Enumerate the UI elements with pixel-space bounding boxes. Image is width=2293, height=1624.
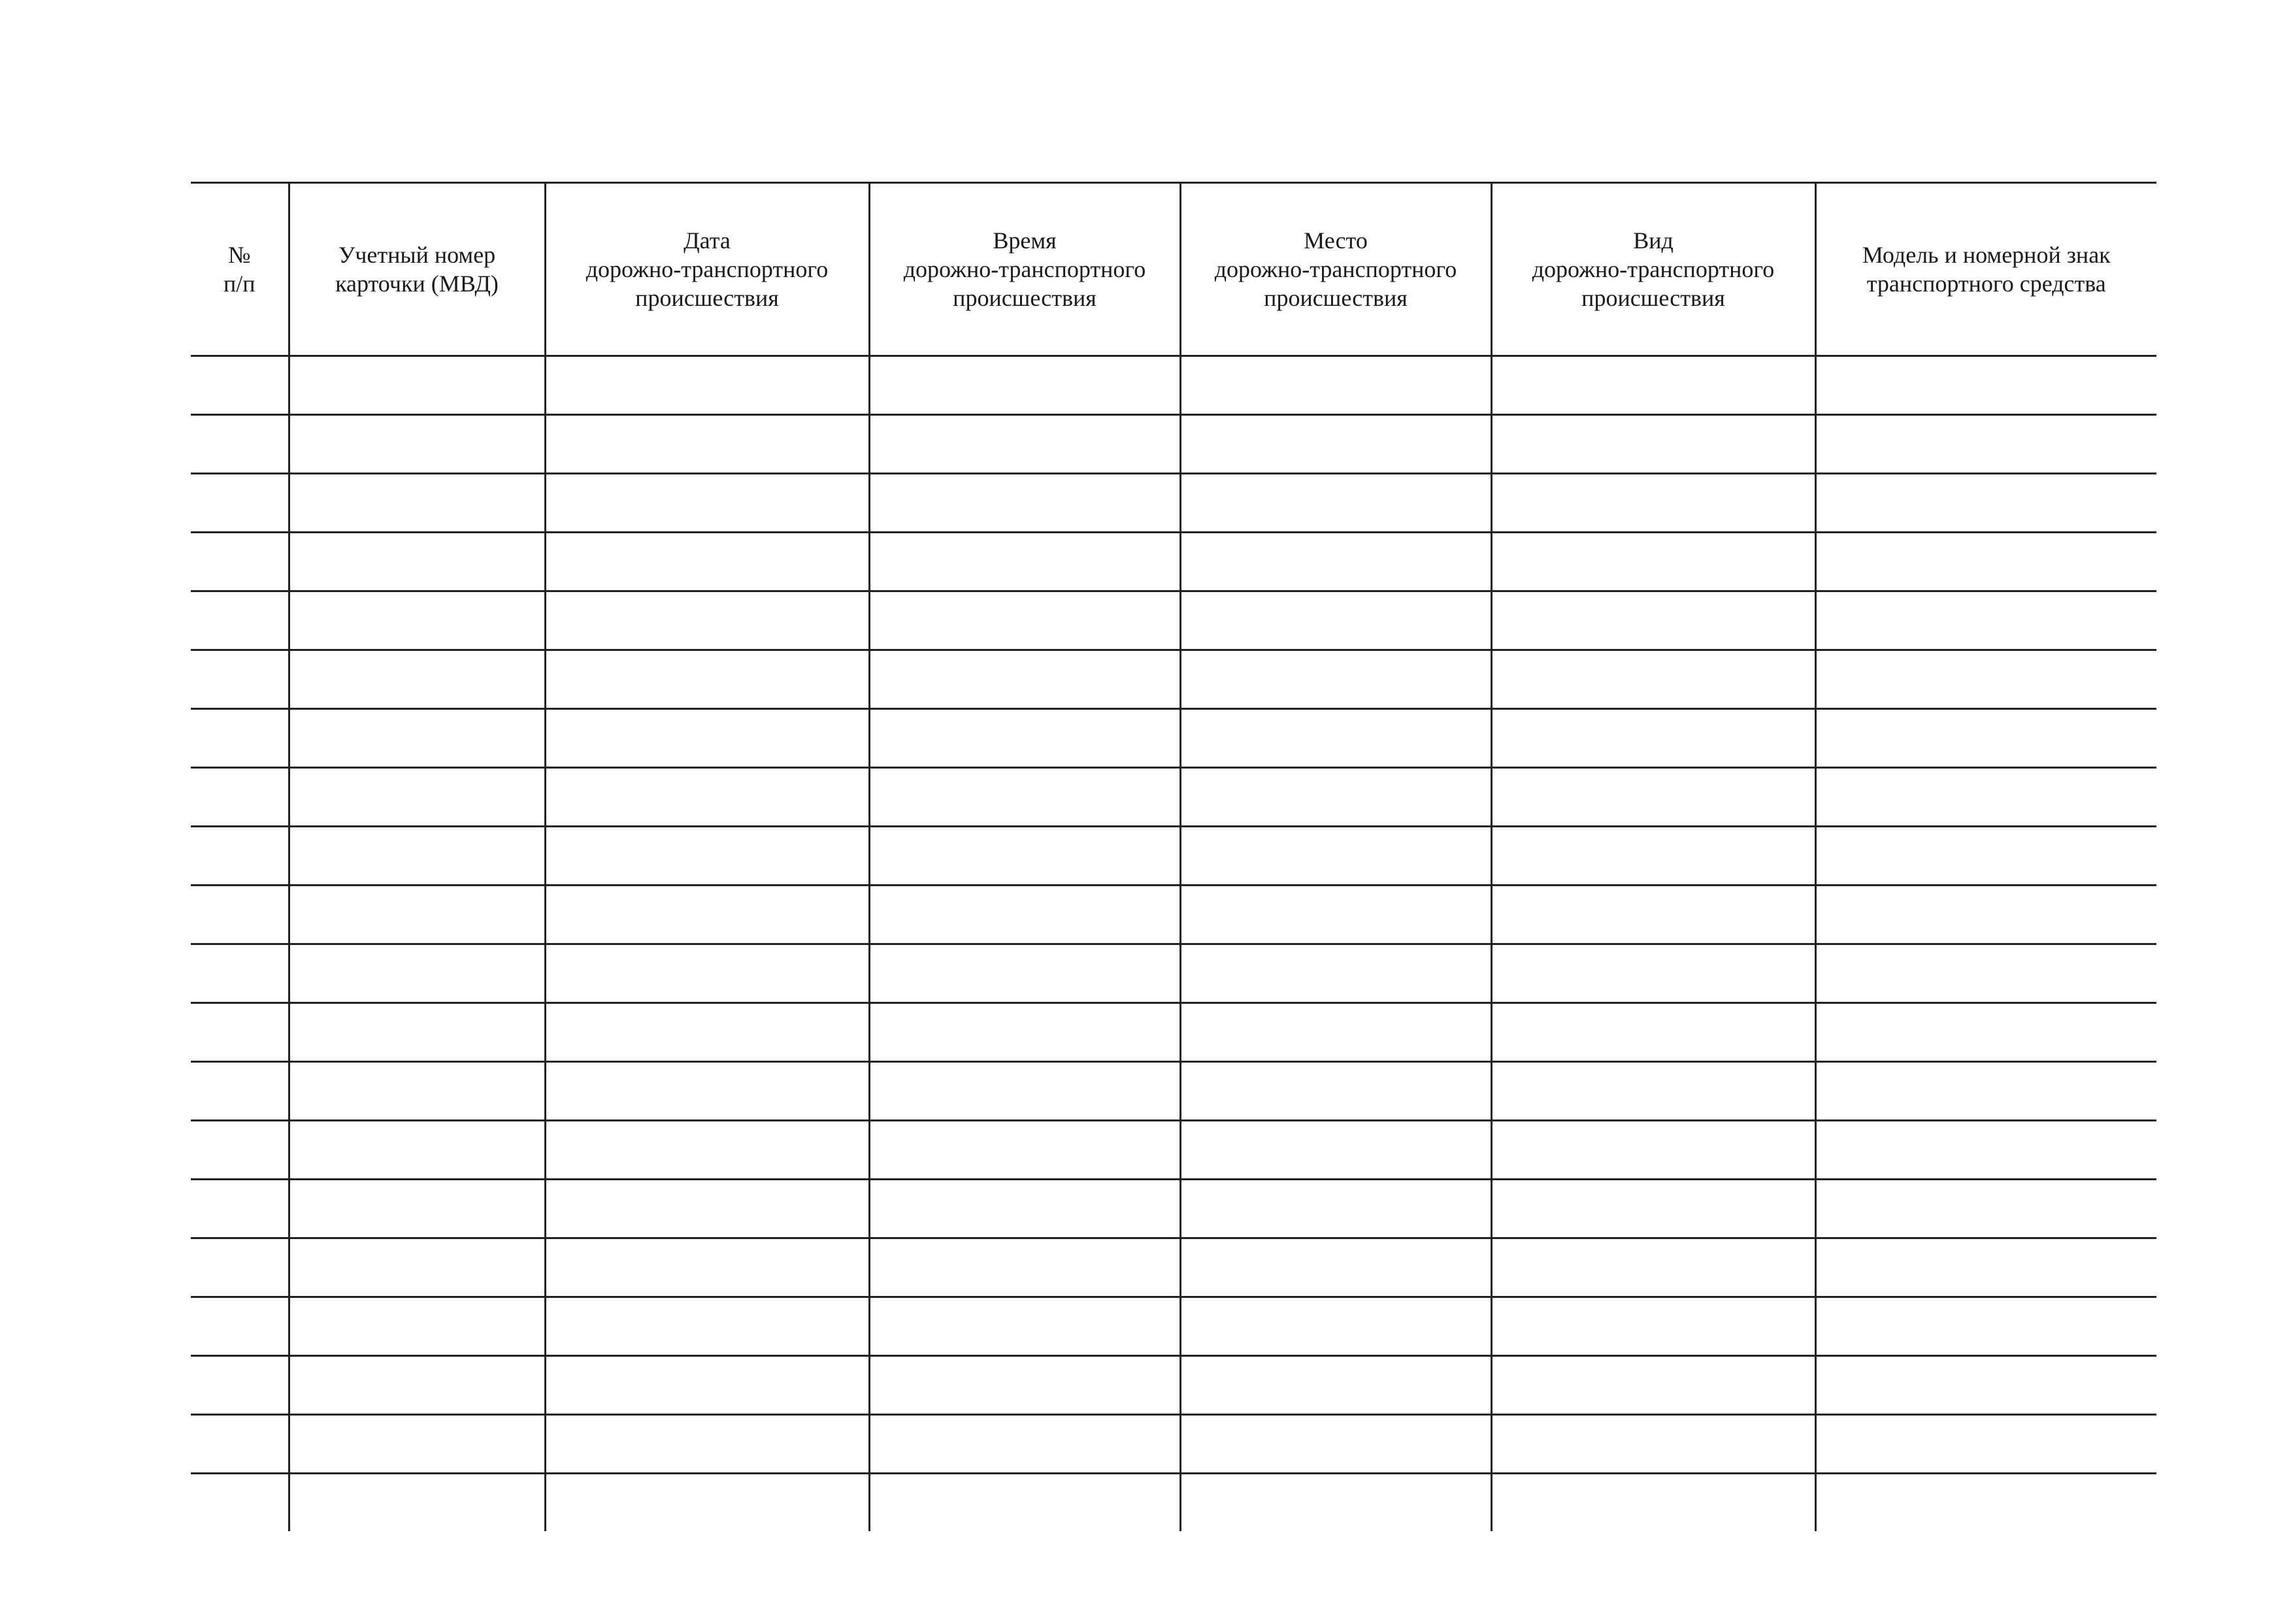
- table-cell[interactable]: [1815, 591, 2156, 650]
- table-cell[interactable]: [545, 650, 869, 709]
- header-row-number: [191, 183, 289, 356]
- table-cell[interactable]: [545, 415, 869, 474]
- table-cell[interactable]: [191, 944, 289, 1003]
- table-cell[interactable]: [869, 1474, 1180, 1532]
- table-cell[interactable]: [1491, 768, 1815, 827]
- table-cell[interactable]: [869, 356, 1180, 415]
- table-cell[interactable]: [1180, 1297, 1491, 1356]
- table-cell[interactable]: [1815, 1415, 2156, 1474]
- table-cell[interactable]: [545, 709, 869, 768]
- table-row: [191, 827, 2156, 886]
- header-line: Время: [993, 227, 1057, 254]
- table-cell[interactable]: [545, 1356, 869, 1415]
- header-vehicle-model-plate: [1815, 183, 2156, 356]
- table-cell[interactable]: [1180, 591, 1491, 650]
- table-row: [191, 944, 2156, 1003]
- header-line: происшествия: [1581, 285, 1725, 311]
- table-cell[interactable]: [289, 415, 545, 474]
- table-cell[interactable]: [545, 1062, 869, 1121]
- table-cell[interactable]: [1491, 356, 1815, 415]
- table-cell[interactable]: [545, 474, 869, 533]
- table-cell[interactable]: [1815, 356, 2156, 415]
- table-cell[interactable]: [1180, 886, 1491, 944]
- table-cell[interactable]: [1815, 1238, 2156, 1297]
- table-cell[interactable]: [1815, 1356, 2156, 1415]
- table-row: [191, 356, 2156, 415]
- table-cell[interactable]: [1491, 415, 1815, 474]
- table-cell[interactable]: [1815, 944, 2156, 1003]
- table-cell[interactable]: [289, 1474, 545, 1532]
- table-row: [191, 650, 2156, 709]
- table-cell[interactable]: [1815, 533, 2156, 591]
- table-cell[interactable]: [1491, 1238, 1815, 1297]
- table-cell[interactable]: [1180, 474, 1491, 533]
- table-cell[interactable]: [1491, 944, 1815, 1003]
- table-cell[interactable]: [1180, 356, 1491, 415]
- table-cell[interactable]: [1180, 1474, 1491, 1532]
- table-cell[interactable]: [869, 533, 1180, 591]
- table-cell[interactable]: [1491, 1474, 1815, 1532]
- table-cell[interactable]: [545, 1180, 869, 1238]
- table-cell[interactable]: [289, 1121, 545, 1180]
- table-cell[interactable]: [289, 1356, 545, 1415]
- table-cell[interactable]: [869, 1180, 1180, 1238]
- header-line: п/п: [223, 271, 256, 297]
- table-cell[interactable]: [545, 1121, 869, 1180]
- table-cell[interactable]: [1180, 650, 1491, 709]
- table-cell[interactable]: [191, 709, 289, 768]
- table-cell[interactable]: [191, 1238, 289, 1297]
- table-cell[interactable]: [1491, 474, 1815, 533]
- table-cell[interactable]: [1180, 1238, 1491, 1297]
- table-cell[interactable]: [1180, 1062, 1491, 1121]
- table-cell[interactable]: [289, 1180, 545, 1238]
- table-cell[interactable]: [1180, 1121, 1491, 1180]
- table-cell[interactable]: [289, 886, 545, 944]
- table-cell[interactable]: [1180, 1003, 1491, 1062]
- table-cell[interactable]: [1815, 650, 2156, 709]
- table-cell[interactable]: [1180, 415, 1491, 474]
- table-cell[interactable]: [1815, 709, 2156, 768]
- table-cell[interactable]: [869, 709, 1180, 768]
- table-cell[interactable]: [869, 1121, 1180, 1180]
- table-cell[interactable]: [545, 1238, 869, 1297]
- table-row: [191, 1415, 2156, 1474]
- header-line: транспортного средства: [1866, 271, 2106, 297]
- table-row: [191, 591, 2156, 650]
- table-row: [191, 533, 2156, 591]
- table-cell[interactable]: [289, 827, 545, 886]
- table-cell[interactable]: [289, 1415, 545, 1474]
- table-header-row: [191, 183, 2156, 356]
- header-line: происшествия: [635, 285, 779, 311]
- table-cell[interactable]: [1491, 1121, 1815, 1180]
- table-cell[interactable]: [1491, 591, 1815, 650]
- table-cell[interactable]: [1815, 768, 2156, 827]
- table-cell[interactable]: [545, 827, 869, 886]
- table-cell[interactable]: [1491, 886, 1815, 944]
- table-cell[interactable]: [1815, 886, 2156, 944]
- table-row: [191, 415, 2156, 474]
- table-cell[interactable]: [1815, 1062, 2156, 1121]
- table-cell[interactable]: [869, 1415, 1180, 1474]
- header-incident-place: [1180, 183, 1491, 356]
- table-cell[interactable]: [1491, 1180, 1815, 1238]
- header-incident-date: [545, 183, 869, 356]
- table-cell[interactable]: [1180, 1415, 1491, 1474]
- table-cell[interactable]: [191, 1003, 289, 1062]
- table-cell[interactable]: [545, 1474, 869, 1532]
- incident-register-table: [191, 182, 2156, 1531]
- table-cell[interactable]: [869, 474, 1180, 533]
- header-incident-time: [869, 183, 1180, 356]
- table-cell[interactable]: [1815, 1297, 2156, 1356]
- table-cell[interactable]: [1491, 1356, 1815, 1415]
- table-row: [191, 1003, 2156, 1062]
- table-cell[interactable]: [545, 591, 869, 650]
- table-cell[interactable]: [1491, 709, 1815, 768]
- header-line: Модель и номерной знак: [1862, 242, 2111, 268]
- table-cell[interactable]: [1180, 944, 1491, 1003]
- table-cell[interactable]: [1491, 650, 1815, 709]
- header-line: дорожно-транспортного: [1532, 256, 1775, 282]
- table-cell[interactable]: [869, 1238, 1180, 1297]
- table-cell[interactable]: [1180, 1180, 1491, 1238]
- table-cell[interactable]: [1491, 533, 1815, 591]
- header-line: происшествия: [953, 285, 1097, 311]
- table-cell[interactable]: [1815, 474, 2156, 533]
- table-cell[interactable]: [545, 944, 869, 1003]
- table-cell[interactable]: [191, 356, 289, 415]
- table-cell[interactable]: [191, 1121, 289, 1180]
- table-cell[interactable]: [545, 1003, 869, 1062]
- table-cell[interactable]: [545, 886, 869, 944]
- table-body: [191, 356, 2156, 1532]
- table-cell[interactable]: [289, 1062, 545, 1121]
- header-incident-type: [1491, 183, 1815, 356]
- table-cell[interactable]: [289, 1238, 545, 1297]
- table-cell[interactable]: [191, 886, 289, 944]
- header-line: дорожно-транспортного: [903, 256, 1146, 282]
- table-cell[interactable]: [545, 768, 869, 827]
- header-line: дорожно-транспортного: [586, 256, 829, 282]
- table-row: [191, 1474, 2156, 1532]
- table-cell[interactable]: [1491, 1415, 1815, 1474]
- table-row: [191, 709, 2156, 768]
- table-cell[interactable]: [1491, 827, 1815, 886]
- table-cell[interactable]: [289, 709, 545, 768]
- table-cell[interactable]: [545, 356, 869, 415]
- table-cell[interactable]: [1815, 1474, 2156, 1532]
- table-cell[interactable]: [869, 650, 1180, 709]
- table-cell[interactable]: [289, 944, 545, 1003]
- table-cell[interactable]: [191, 533, 289, 591]
- table-cell[interactable]: [869, 768, 1180, 827]
- table-cell[interactable]: [1815, 415, 2156, 474]
- table-cell[interactable]: [191, 1356, 289, 1415]
- table-cell[interactable]: [869, 1062, 1180, 1121]
- table-cell[interactable]: [869, 827, 1180, 886]
- table-cell[interactable]: [289, 1003, 545, 1062]
- table-cell[interactable]: [191, 650, 289, 709]
- table-cell[interactable]: [1491, 1003, 1815, 1062]
- header-line: дорожно-транспортного: [1214, 256, 1457, 282]
- table-cell[interactable]: [289, 474, 545, 533]
- table-cell[interactable]: [1180, 533, 1491, 591]
- table-cell[interactable]: [289, 1297, 545, 1356]
- header-line: Дата: [684, 227, 731, 254]
- header-line: Вид: [1633, 227, 1674, 254]
- table-cell[interactable]: [1491, 1297, 1815, 1356]
- table-cell[interactable]: [1180, 1356, 1491, 1415]
- table-cell[interactable]: [869, 1356, 1180, 1415]
- header-card-number: [289, 183, 545, 356]
- table-cell[interactable]: [191, 591, 289, 650]
- table-cell[interactable]: [191, 1180, 289, 1238]
- table-cell[interactable]: [1180, 827, 1491, 886]
- header-line: происшествия: [1264, 285, 1408, 311]
- table-cell[interactable]: [289, 533, 545, 591]
- table-row: [191, 1062, 2156, 1121]
- table-cell[interactable]: [289, 768, 545, 827]
- header-line: Учетный номер: [338, 242, 496, 268]
- table-cell[interactable]: [289, 591, 545, 650]
- table-cell[interactable]: [869, 944, 1180, 1003]
- table-cell[interactable]: [191, 474, 289, 533]
- table-row: [191, 886, 2156, 944]
- table-cell[interactable]: [289, 356, 545, 415]
- table-cell[interactable]: [1180, 709, 1491, 768]
- table-row: [191, 1238, 2156, 1297]
- table-cell[interactable]: [191, 1297, 289, 1356]
- table-cell[interactable]: [1180, 768, 1491, 827]
- table-cell[interactable]: [1815, 827, 2156, 886]
- table-cell[interactable]: [1491, 1062, 1815, 1121]
- table-row: [191, 1121, 2156, 1180]
- table-cell[interactable]: [289, 650, 545, 709]
- table-cell[interactable]: [191, 768, 289, 827]
- header-line: №: [228, 242, 251, 268]
- table-cell[interactable]: [1815, 1003, 2156, 1062]
- table-cell[interactable]: [1815, 1121, 2156, 1180]
- table-cell[interactable]: [869, 415, 1180, 474]
- header-line: Место: [1304, 227, 1368, 254]
- table-cell[interactable]: [869, 886, 1180, 944]
- table-cell[interactable]: [869, 1003, 1180, 1062]
- table-row: [191, 474, 2156, 533]
- table-cell[interactable]: [191, 827, 289, 886]
- table-row: [191, 1356, 2156, 1415]
- table-row: [191, 768, 2156, 827]
- table-cell[interactable]: [869, 591, 1180, 650]
- table-cell[interactable]: [191, 1062, 289, 1121]
- table-cell[interactable]: [191, 1415, 289, 1474]
- table-cell[interactable]: [1815, 1180, 2156, 1238]
- table-row: [191, 1297, 2156, 1356]
- table-row: [191, 1180, 2156, 1238]
- table-cell[interactable]: [545, 1297, 869, 1356]
- table-cell[interactable]: [191, 415, 289, 474]
- table-cell[interactable]: [191, 1474, 289, 1532]
- table-cell[interactable]: [869, 1297, 1180, 1356]
- table-cell[interactable]: [545, 1415, 869, 1474]
- table-cell[interactable]: [545, 533, 869, 591]
- header-line: карточки (МВД): [335, 271, 499, 297]
